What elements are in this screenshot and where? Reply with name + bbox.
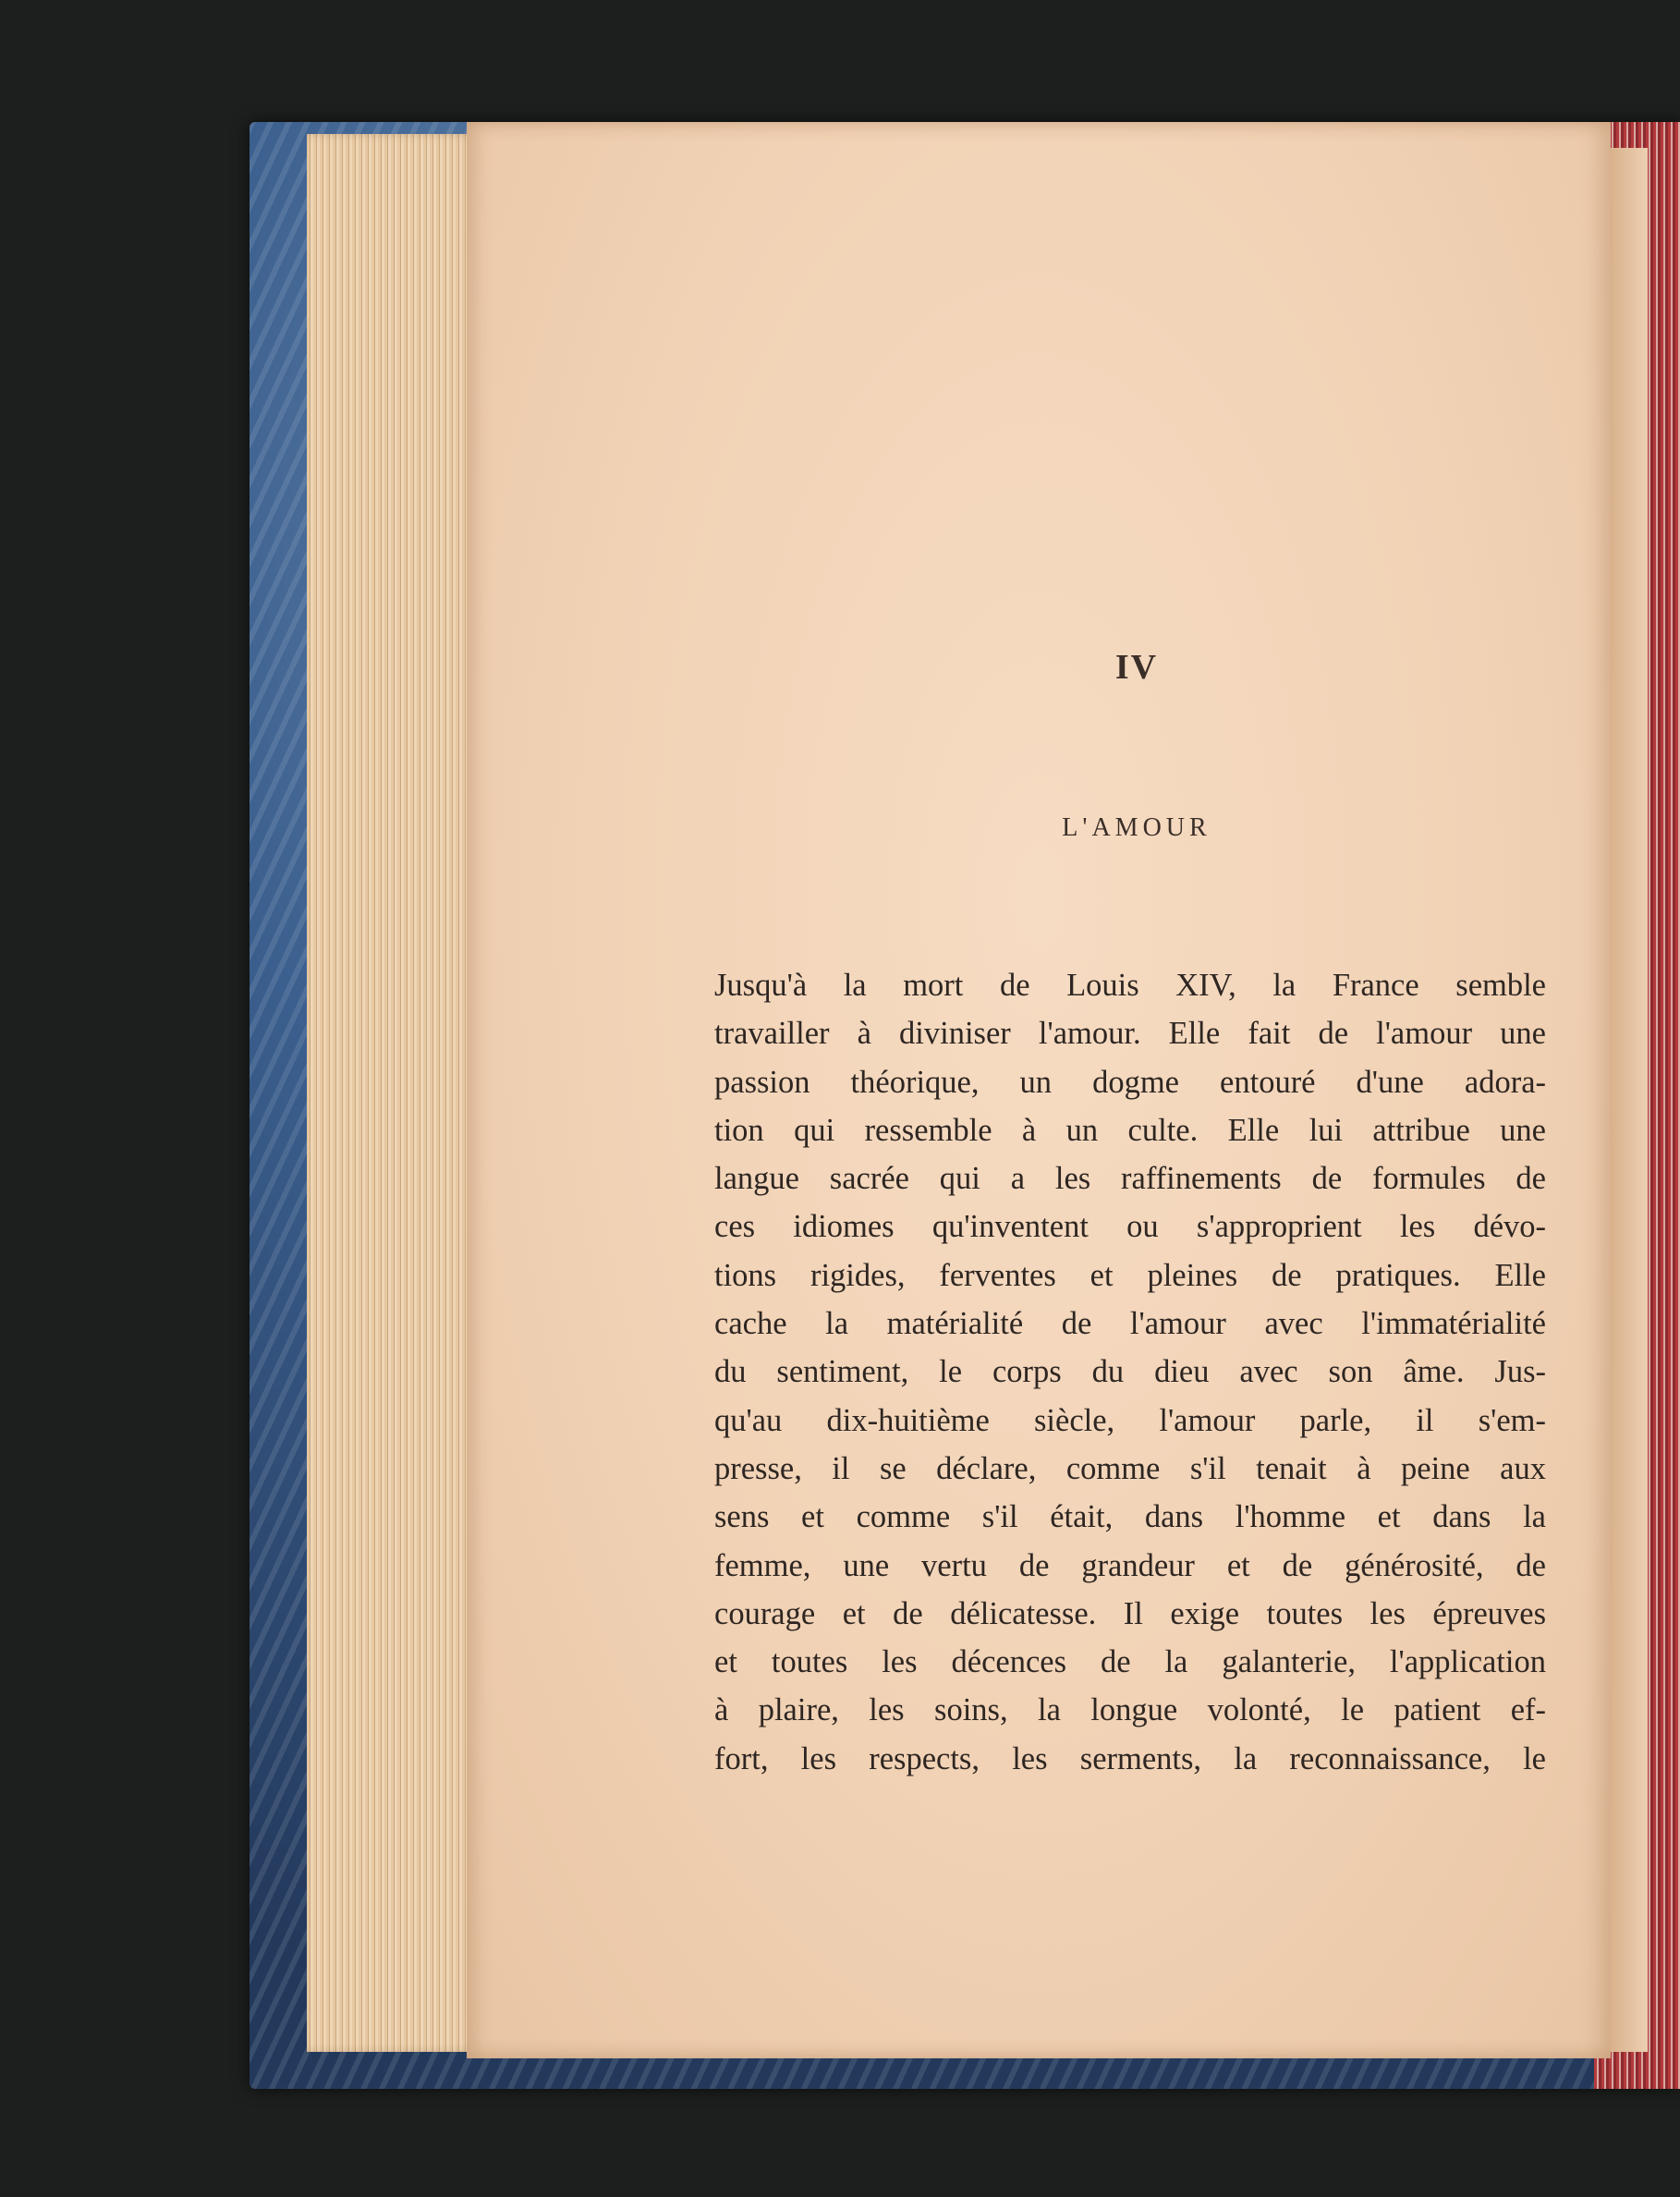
chapter-title: L'AMOUR [1062,813,1211,842]
text-line: à plaire, les soins, la longue volonté, le patient ef- [714,1692,1546,1728]
text-line: tions rigides, ferventes et pleines de pratiques. Elle [714,1257,1546,1293]
text-line: sens et comme s'il était, dans l'homme et dans la [714,1499,1546,1535]
text-line: travailler à diviniser l'amour. Elle fait de l'amour une [714,1016,1546,1052]
body-paragraph [714,961,1546,1783]
text-line: qu'au dix-huitième siècle, l'amour parle, il s'em- [714,1402,1546,1438]
facing-page-edge [1611,148,1648,2052]
text-line: langue sacrée qui a les raffinements de formules de [714,1161,1546,1197]
chapter-number: IV [1114,648,1159,687]
text-line: fort, les respects, les serments, la reconnaissance, le [714,1740,1546,1776]
text-line: passion théorique, un dogme entouré d'une adora- [714,1064,1546,1100]
text-line: femme, une vertu de grandeur et de générosité, de [714,1547,1546,1583]
text-line: courage et de délicatesse. Il exige toutes les épreuves [714,1595,1546,1631]
text-line: ces idiomes qu'inventent ou s'approprient les dévo- [714,1209,1546,1245]
text-line: et toutes les décences de la galanterie, l'application [714,1644,1546,1680]
text-line: du sentiment, le corps du dieu avec son âme. Jus- [714,1354,1546,1390]
text-line: Jusqu'à la mort de Louis XIV, la France semble [714,968,1546,1003]
text-line: presse, il se déclare, comme s'il tenait à peine aux [714,1450,1546,1486]
text-line: cache la matérialité de l'amour avec l'immatérialité [714,1306,1546,1342]
text-line: tion qui ressemble à un culte. Elle lui attribue une [714,1112,1546,1148]
